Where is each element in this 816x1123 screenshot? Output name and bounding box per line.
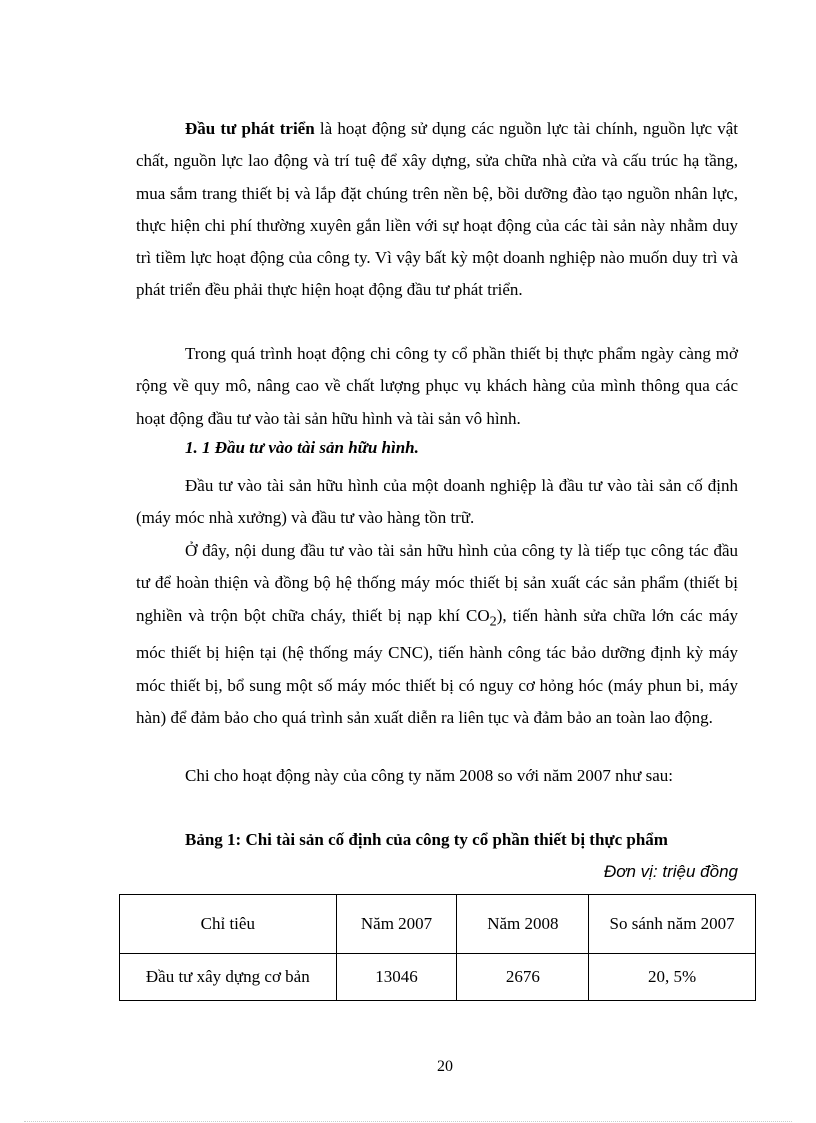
table-cell: 2676 [457,954,589,1001]
table-cell: 13046 [336,954,457,1001]
table-unit: Đơn vị: triệu đồng [603,862,738,881]
table-cell: 20, 5% [589,954,756,1001]
header-cell-comparison: So sánh năm 2007 [589,895,756,954]
paragraph-company-expansion: Trong quá trình hoạt động chi công ty cổ phần thiết bị thực phẩm ngày càng mở rộng về quy mô, nâng cao về chất lượng phục vụ khách hàng của mình thông qua các hoạt động đầu tư vào tài sản hữu hình và tài sản vô hình. [136,344,738,428]
table-row [120,954,756,1001]
header-cell-2007: Năm 2007 [336,895,457,954]
paragraph-investment-definition [136,113,738,307]
header-cell-2008: Năm 2008 [457,895,589,954]
term-bold: Đầu tư phát triển [185,119,315,138]
page-number: 20 [437,1058,453,1075]
paragraph-tangible-assets: Đầu tư vào tài sản hữu hình của một doanh nghiệp là đầu tư vào tài sản cố định (máy móc nhà xưởng) và đầu tư vào hàng tồn trữ. [136,476,738,528]
table-caption: Bảng 1: Chi tài sản cố định của công ty cổ phần thiết bị thực phẩm [185,830,668,849]
paragraph-spending-intro: Chi cho hoạt động này của công ty năm 2008 so với năm 2007 như sau: [185,766,673,785]
section-heading: 1. 1 Đầu tư vào tài sản hữu hình. [185,438,419,457]
paragraph-text-part2: ), tiến hành sửa chữa lớn các máy móc thiết bị hiện tại (hệ thống máy CNC), tiến hành công tác bảo dưỡng định kỳ máy móc thiết bị, bổ sung một số máy móc thiết bị có nguy cơ hỏng hóc (máy phun bi, máy hàn) để đảm bảo cho quá trình sản xuất diễn ra liên tục và đảm bảo an toàn lao động. [136,605,738,727]
table-cell: Đầu tư xây dựng cơ bản [120,954,337,1001]
paragraph-text: là hoạt động sử dụng các nguồn lực tài chính, nguồn lực vật chất, nguồn lực lao động và trí tuệ để xây dựng, sửa chữa nhà cửa và cấu trúc hạ tầng, mua sắm trang thiết bị và lắp đặt chúng trên nền bệ, bồi dưỡng đào tạo nguồn nhân lực, thực hiện chi phí thường xuyên gắn liền với sự hoạt động của các tài sản này nhằm duy trì tiềm lực hoạt động của công ty. Vì vậy bất kỳ một doanh nghiệp nào muốn duy trì và phát triển đều phải thực hiện hoạt động đầu tư phát triển. [136,119,738,300]
asset-table [119,894,756,1001]
table-header-row [120,895,756,954]
paragraph-investment-content [136,535,738,734]
subscript-2: 2 [489,612,497,629]
paragraph-text-part1: Ở đây, nội dung đầu tư vào tài sản hữu hình của công ty là tiếp tục công tác đầu tư để hoàn thiện và đồng bộ hệ thống máy móc thiết bị sản xuất các sản phẩm (thiết bị nghiền và trộn bột chữa cháy, thiết bị nạp khí CO [136,541,738,625]
footer-divider [24,1121,792,1122]
header-cell-indicator: Chỉ tiêu [120,895,337,954]
